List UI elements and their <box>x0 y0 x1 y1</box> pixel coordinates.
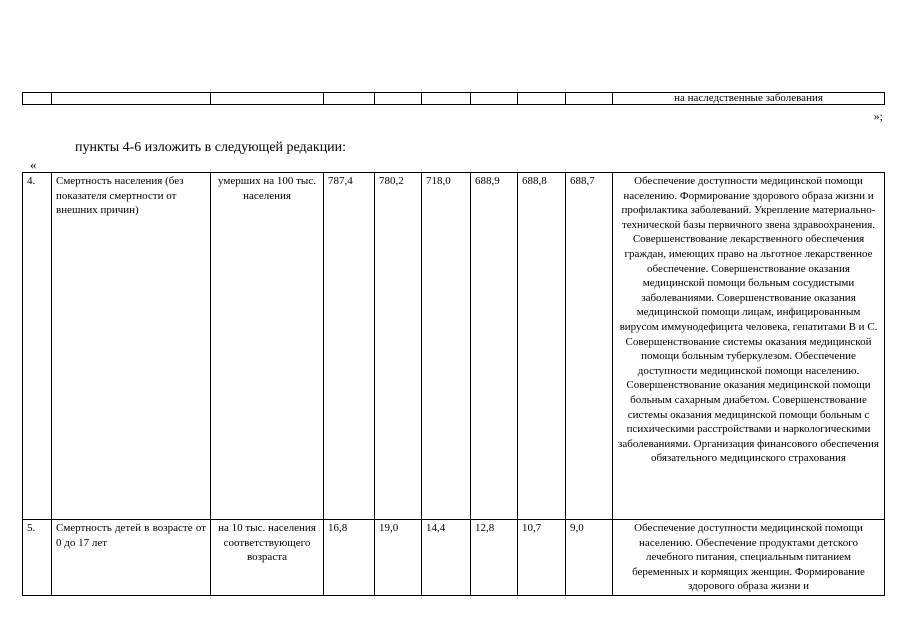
table-cell <box>422 93 471 105</box>
table-cell-measures: на наследственные заболевания <box>613 93 885 105</box>
measures-cell: Обеспечение доступности медицинской помощи населению. Обеспечение продуктами детского лечебного питания, специальным питанием беременных и кормящих женщин. Формирование здорового образа жизни и <box>613 520 885 596</box>
table-row <box>23 520 885 596</box>
indicator-name: Смертность детей в возрасте от 0 до 17 лет <box>52 520 211 596</box>
unit: на 10 тыс. населения соответствующего возраста <box>211 520 324 596</box>
value-cell: 9,0 <box>566 520 613 596</box>
closing-quote: »; <box>873 109 883 123</box>
value-cell: 718,0 <box>422 173 471 520</box>
table-row <box>23 93 885 105</box>
value-cell: 10,7 <box>518 520 566 596</box>
table-cell <box>52 93 211 105</box>
table-cell <box>324 93 375 105</box>
row-number: 5. <box>23 520 52 596</box>
table-cell <box>518 93 566 105</box>
value-cell: 19,0 <box>375 520 422 596</box>
previous-table-fragment <box>22 92 885 105</box>
opening-quote: « <box>30 157 37 172</box>
value-cell: 787,4 <box>324 173 375 520</box>
table-cell <box>375 93 422 105</box>
row-number: 4. <box>23 173 52 520</box>
value-cell: 12,8 <box>471 520 518 596</box>
table-cell <box>211 93 324 105</box>
measures-cell: Обеспечение доступности медицинской помощи населению. Формирование здорового образа жизни и профилактика заболеваний. Укрепление материально-технической базы первичного звена здравоохранения. Совершенствование лекарственного обеспечения граждан, имеющих право на льготное лекарственное обеспечение. Совершенствование оказания медицинской помощи больным сосудистыми заболеваниями. Совершенствование оказания медицинской помощи лицам, инфицированным вирусом иммунодефицита человека, гепатитами В и С. Совершенствование системы оказания медицинской помощи больным туберкулезом. Обеспечение доступности медицинской помощи населению. Совершенствование оказания медицинской помощи больным сахарным диабетом. Совершенствование системы оказания медицинской помощи больным с психическими расстройствами и наркологическими заболеваниями. Организация финансового обеспечения обязательного медицинского страхования <box>613 173 885 520</box>
unit: умерших на 100 тыс. населения <box>211 173 324 520</box>
table-row <box>23 173 885 520</box>
value-cell: 688,7 <box>566 173 613 520</box>
table-cell <box>566 93 613 105</box>
value-cell: 14,4 <box>422 520 471 596</box>
table-cell <box>23 93 52 105</box>
indicators-table <box>22 172 885 596</box>
value-cell: 688,8 <box>518 173 566 520</box>
table-cell <box>471 93 518 105</box>
value-cell: 780,2 <box>375 173 422 520</box>
value-cell: 16,8 <box>324 520 375 596</box>
amendment-heading: пункты 4-6 изложить в следующей редакции: <box>75 140 347 155</box>
value-cell: 688,9 <box>471 173 518 520</box>
indicator-name: Смертность населения (без показателя смертности от внешних причин) <box>52 173 211 520</box>
